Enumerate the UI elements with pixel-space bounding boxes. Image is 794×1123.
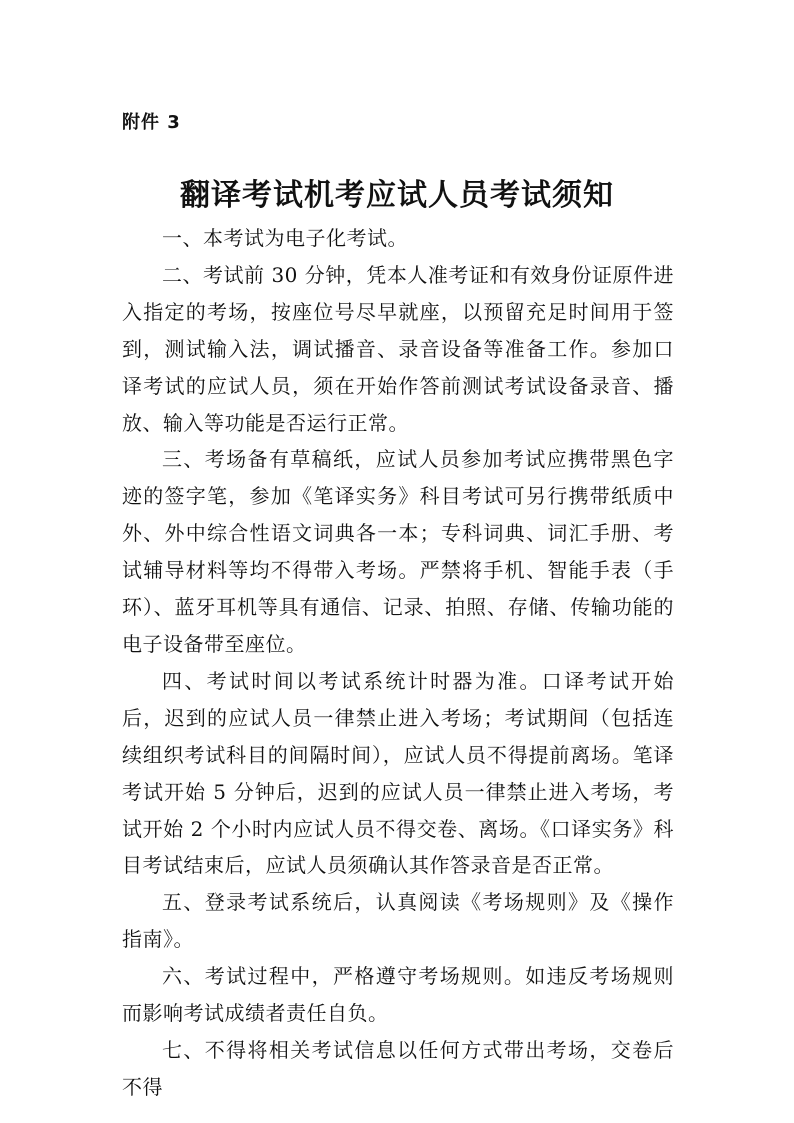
document-body [122, 220, 674, 1106]
paragraph-7: 七、不得将相关考试信息以任何方式带出考场，交卷后不得 [122, 1037, 674, 1099]
paragraph-3: 三、考场备有草稿纸，应试人员参加考试应携带黑色字迹的签字笔，参加《笔译实务》科目考试可另行携带纸质中外、外中综合性语文词典各一本；专科词典、词汇手册、考试辅导材料等均不得带入考场。严禁将手机、智能手表（手环）、蓝牙耳机等具有通信、记录、拍照、存储、传输功能的电子设备带至座位。 [122, 447, 674, 656]
paragraph-2: 二、考试前 30 分钟，凭本人准考证和有效身份证原件进入指定的考场，按座位号尽早就座，以预留充足时间用于签到，测试输入法，调试播音、录音设备等准备工作。参加口译考试的应试人员，须在开始作答前测试考试设备录音、播放、输入等功能是否运行正常。 [122, 262, 674, 435]
paragraph-6: 六、考试过程中，严格遵守考场规则。如违反考场规则而影响考试成绩者责任自负。 [122, 964, 674, 1026]
paragraph-5: 五、登录考试系统后，认真阅读《考场规则》及《操作指南》。 [122, 890, 674, 952]
document-title: 翻译考试机考应试人员考试须知 [180, 178, 614, 213]
attachment-label: 附件 3 [122, 112, 181, 133]
paragraph-1: 一、本考试为电子化考试。 [162, 226, 408, 250]
paragraph-4: 四、考试时间以考试系统计时器为准。口译考试开始后，迟到的应试人员一律禁止进入考场；考试期间（包括连续组织考试科目的间隔时间），应试人员不得提前离场。笔译考试开始 5 分钟后，迟到的应试人员一律禁止进入考场，考试开始 2 个小时内应试人员不得交卷、离场。《口译实务》科目考试结束后，应试人员须确认其作答录音是否正常。 [122, 668, 674, 878]
